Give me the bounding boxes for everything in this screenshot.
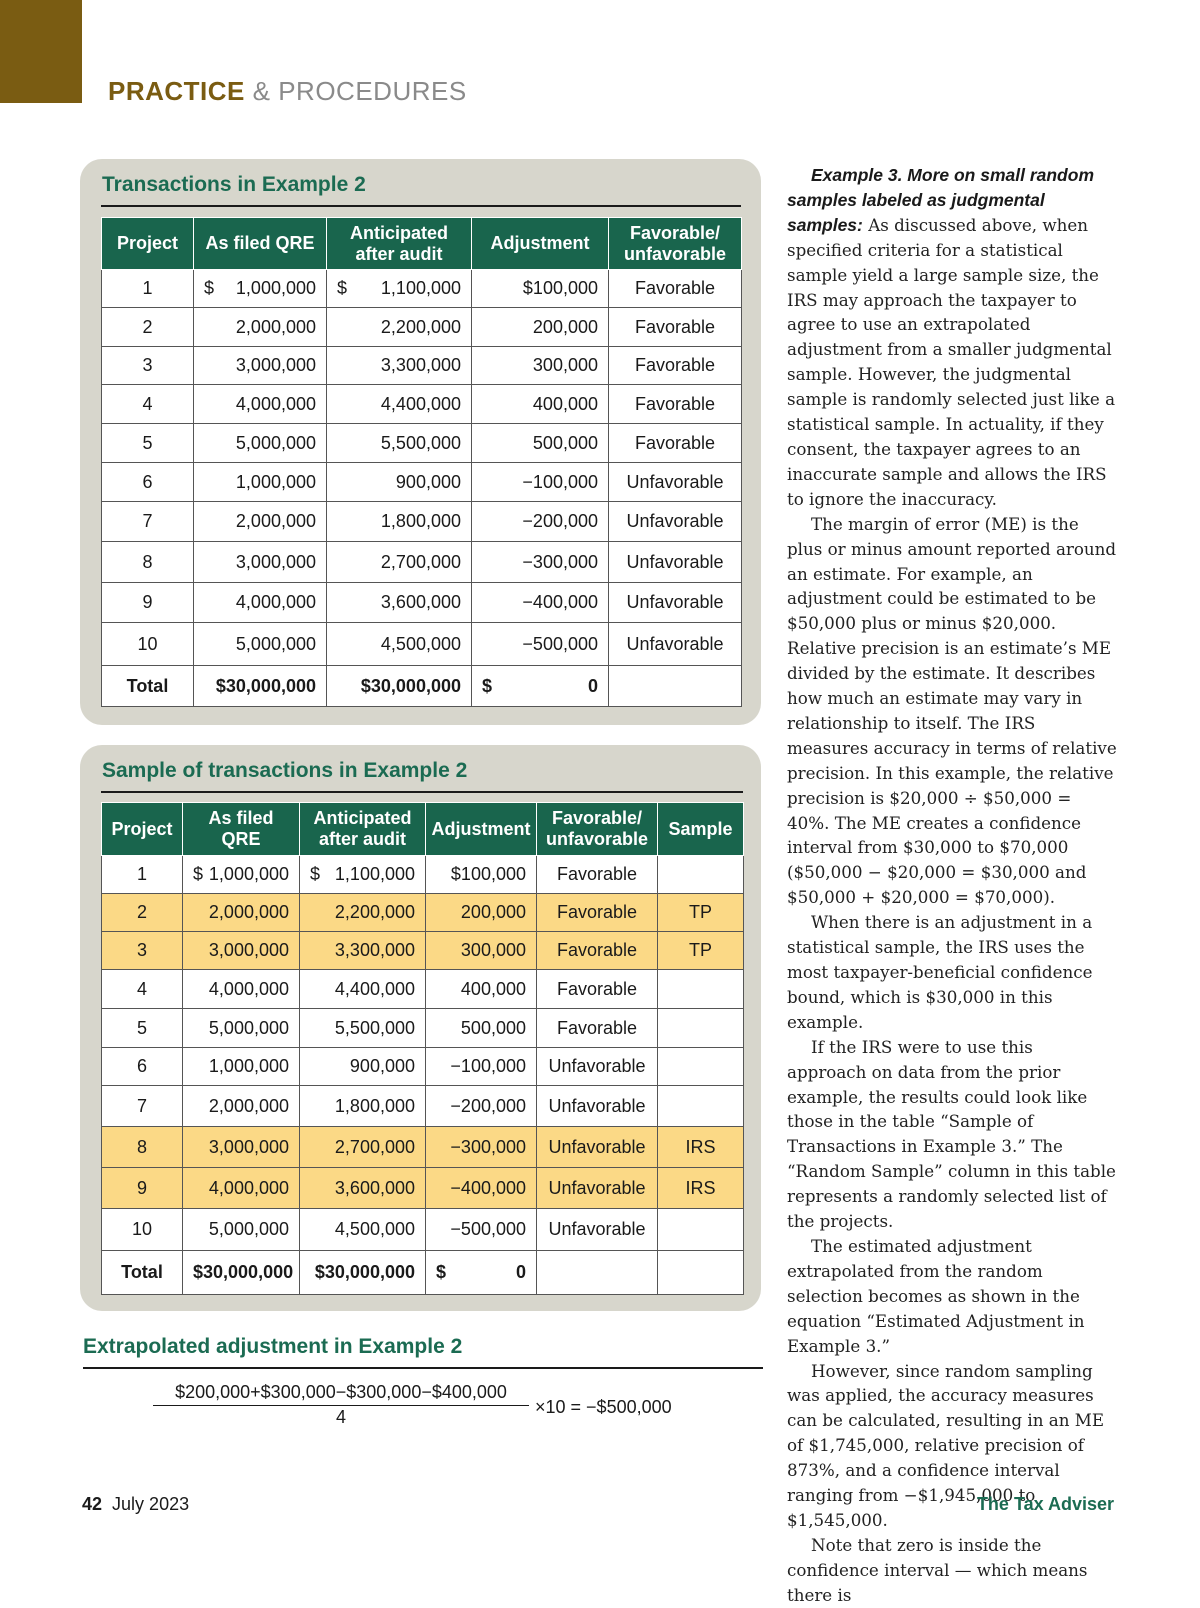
article-lead: Example 3. More on small random samples labeled as judgmental samples: (787, 165, 1094, 235)
project-cell: 1 (102, 270, 194, 308)
adjustment-cell: 400,000 (426, 970, 537, 1009)
sample-cell: TP (658, 894, 744, 932)
total-sample (658, 1251, 744, 1295)
table-row (102, 270, 742, 308)
article-paragraph: If the IRS were to use this approach on data from the prior example, the results could look like those in the table “Sample of Transactions in Example 3.” The “Random Sample” column in this table represents a randomly selected list of the projects. (787, 1036, 1116, 1232)
adjustment-cell: −200,000 (472, 502, 609, 542)
column-header: As filed QRE (194, 218, 327, 270)
sample-cell: IRS (658, 1127, 744, 1168)
favorable-cell: Unfavorable (537, 1127, 658, 1168)
qre-cell: 3,000,000 (183, 932, 300, 970)
favorable-cell: Favorable (537, 856, 658, 894)
table1-title: Transactions in Example 2 (102, 173, 366, 196)
qre-cell: 5,000,000 (183, 1009, 300, 1048)
qre-cell: 2,000,000 (194, 502, 327, 542)
adjustment-cell: $100,000 (426, 856, 537, 894)
qre-cell: 4,000,000 (194, 583, 327, 623)
adjustment-cell: 400,000 (472, 385, 609, 424)
table-row (102, 385, 742, 424)
qre-cell: $ 1,000,000 (194, 270, 327, 308)
qre-cell: 1,000,000 (194, 463, 327, 502)
table-row (102, 463, 742, 502)
adjustment-cell: −200,000 (426, 1086, 537, 1127)
column-header: Favorable/ unfavorable (609, 218, 742, 270)
total-label: Total (102, 1251, 183, 1295)
audit-cell: 4,500,000 (327, 623, 472, 666)
favorable-cell: Favorable (609, 308, 742, 347)
total-favorable (537, 1251, 658, 1295)
project-cell: 9 (102, 1168, 183, 1209)
total-qre: $30,000,000 (183, 1251, 300, 1295)
project-cell: 4 (102, 970, 183, 1009)
favorable-cell: Favorable (537, 970, 658, 1009)
sample-cell: IRS (658, 1168, 744, 1209)
project-cell: 10 (102, 1209, 183, 1251)
qre-cell: 4,000,000 (194, 385, 327, 424)
sample-cell (658, 1209, 744, 1251)
extrapolated-title: Extrapolated adjustment in Example 2 (83, 1335, 463, 1358)
adjustment-cell: 300,000 (472, 347, 609, 385)
table-row (102, 308, 742, 347)
adjustment-cell: −300,000 (472, 542, 609, 583)
audit-cell: 900,000 (327, 463, 472, 502)
audit-cell: 1,800,000 (327, 502, 472, 542)
table-row (102, 583, 742, 623)
adjustment-cell: −500,000 (472, 623, 609, 666)
column-header: Sample (658, 803, 744, 856)
audit-cell: 3,600,000 (300, 1168, 426, 1209)
table-row (102, 623, 742, 666)
audit-cell: 3,300,000 (300, 932, 426, 970)
favorable-cell: Unfavorable (609, 502, 742, 542)
article-paragraph: The margin of error (ME) is the plus or minus amount reported around an estimate. For example, an adjustment could be estimated to be $50,000 plus or minus $20,000. Relative precision is an estimate’s ME divided by the estimate. It describes how much an estimate may vary in relationship to itself. The IRS measures accuracy in terms of relative precision. In this example, the relative precision is $20,000 ÷ $50,000 = 40%. The ME creates a confidence interval from $30,000 to $70,000 ($50,000 − $20,000 = $30,000 and $50,000 + $20,000 = $70,000). (787, 513, 1117, 908)
table-row (102, 1127, 744, 1168)
project-cell: 10 (102, 623, 194, 666)
sample-cell (658, 1086, 744, 1127)
project-cell: 5 (102, 424, 194, 463)
favorable-cell: Favorable (609, 347, 742, 385)
qre-cell: 2,000,000 (194, 308, 327, 347)
adjustment-cell: 300,000 (426, 932, 537, 970)
audit-cell: 4,400,000 (300, 970, 426, 1009)
favorable-cell: Favorable (537, 1009, 658, 1048)
table-row (102, 542, 742, 583)
favorable-cell: Unfavorable (537, 1086, 658, 1127)
audit-cell: 3,300,000 (327, 347, 472, 385)
audit-cell: $ 1,100,000 (327, 270, 472, 308)
table-row (102, 347, 742, 385)
extrapolated-fraction (153, 1382, 529, 1428)
qre-cell: 5,000,000 (194, 623, 327, 666)
fraction-denominator: 4 (335, 1407, 346, 1427)
table1 (101, 217, 742, 707)
project-cell: 1 (102, 856, 183, 894)
column-header: Anticipated after audit (327, 218, 472, 270)
favorable-cell: Unfavorable (609, 542, 742, 583)
article-paragraph: Note that zero is inside the confidence interval — which means there is (787, 1534, 1088, 1605)
column-header: As filed QRE (183, 803, 300, 856)
project-cell: 7 (102, 1086, 183, 1127)
column-header: Adjustment (426, 803, 537, 856)
favorable-cell: Favorable (537, 894, 658, 932)
audit-cell: 2,200,000 (327, 308, 472, 347)
total-adjustment: $ 0 (472, 666, 609, 707)
project-cell: 2 (102, 894, 183, 932)
project-cell: 4 (102, 385, 194, 424)
column-header: Favorable/ unfavorable (537, 803, 658, 856)
adjustment-cell: 500,000 (472, 424, 609, 463)
audit-cell: 4,500,000 (300, 1209, 426, 1251)
favorable-cell: Unfavorable (537, 1209, 658, 1251)
table-row (102, 502, 742, 542)
total-audit: $30,000,000 (300, 1251, 426, 1295)
adjustment-cell: 200,000 (472, 308, 609, 347)
table-row (102, 932, 744, 970)
qre-cell: 5,000,000 (194, 424, 327, 463)
adjustment-cell: −400,000 (472, 583, 609, 623)
table-row (102, 894, 744, 932)
table-row (102, 424, 742, 463)
audit-cell: 2,700,000 (300, 1127, 426, 1168)
audit-cell: 2,700,000 (327, 542, 472, 583)
article-paragraph: Example 3. More on small random samples labeled as judgmental samples: As discussed above, when specified criteria for a statistical sample yield a large sample size, the IRS may approach the taxpayer to agree to use an extrapolated adjustment from a smaller judgmental sample. However, the judgmental sample is randomly selected just like a statistical sample. In actuality, if they consent, the taxpayer agrees to an inaccurate sample and allows the IRS to ignore the inaccuracy. (787, 165, 1116, 509)
footer-page-date: 42 July 2023 (82, 1494, 190, 1514)
table1-rule (101, 205, 741, 207)
column-header: Anticipated after audit (300, 803, 426, 856)
adjustment-cell: −100,000 (472, 463, 609, 502)
total-audit: $30,000,000 (327, 666, 472, 707)
project-cell: 5 (102, 1009, 183, 1048)
qre-cell: $ 1,000,000 (183, 856, 300, 894)
sample-cell (658, 1048, 744, 1086)
corner-color-block (0, 0, 82, 103)
favorable-cell: Unfavorable (609, 463, 742, 502)
article-text (787, 163, 1117, 1608)
column-header: Project (102, 218, 194, 270)
article-paragraph: However, since random sampling was applied, the accuracy measures can be calculated, resulting in an ME of $1,745,000, relative precision of 873%, and a confidence interval ranging from −$1,945,000 to $1,545,000. (787, 1360, 1105, 1530)
favorable-cell: Unfavorable (537, 1168, 658, 1209)
audit-cell: 1,800,000 (300, 1086, 426, 1127)
total-qre: $30,000,000 (194, 666, 327, 707)
table-row (102, 1009, 744, 1048)
article-paragraph: When there is an adjustment in a statistical sample, the IRS uses the most taxpayer-beneficial confidence bound, which is $30,000 in this example. (787, 912, 1093, 1032)
equation-result: ×10 = −$500,000 (535, 1397, 672, 1417)
sample-cell (658, 1009, 744, 1048)
favorable-cell: Unfavorable (609, 623, 742, 666)
table-row (102, 856, 744, 894)
qre-cell: 3,000,000 (183, 1127, 300, 1168)
extrapolated-rule (83, 1367, 763, 1369)
project-cell: 8 (102, 1127, 183, 1168)
favorable-cell: Favorable (537, 932, 658, 970)
audit-cell: 2,200,000 (300, 894, 426, 932)
project-cell: 3 (102, 932, 183, 970)
table2 (101, 802, 744, 1295)
favorable-cell: Favorable (609, 270, 742, 308)
column-header: Adjustment (472, 218, 609, 270)
adjustment-cell: $100,000 (472, 270, 609, 308)
adjustment-cell: 200,000 (426, 894, 537, 932)
footer-publication: The Tax Adviser (976, 1494, 1114, 1514)
table2-rule (101, 791, 743, 793)
qre-cell: 3,000,000 (194, 347, 327, 385)
column-header: Project (102, 803, 183, 856)
qre-cell: 2,000,000 (183, 894, 300, 932)
table-row (102, 1048, 744, 1086)
total-row (102, 666, 742, 707)
table-row (102, 1168, 744, 1209)
audit-cell: 5,500,000 (300, 1009, 426, 1048)
audit-cell: 4,400,000 (327, 385, 472, 424)
adjustment-cell: −100,000 (426, 1048, 537, 1086)
section-header: PRACTICE & PROCEDURES (108, 76, 467, 106)
total-label: Total (102, 666, 194, 707)
total-row (102, 1251, 744, 1295)
project-cell: 6 (102, 463, 194, 502)
project-cell: 3 (102, 347, 194, 385)
favorable-cell: Favorable (609, 385, 742, 424)
fraction-numerator: $200,000+$300,000−$300,000−$400,000 (153, 1382, 529, 1406)
qre-cell: 1,000,000 (183, 1048, 300, 1086)
qre-cell: 4,000,000 (183, 970, 300, 1009)
sample-cell: TP (658, 932, 744, 970)
table-row (102, 1209, 744, 1251)
audit-cell: 3,600,000 (327, 583, 472, 623)
project-cell: 6 (102, 1048, 183, 1086)
total-favorable (609, 666, 742, 707)
favorable-cell: Unfavorable (537, 1048, 658, 1086)
table-row (102, 1086, 744, 1127)
favorable-cell: Favorable (609, 424, 742, 463)
project-cell: 9 (102, 583, 194, 623)
qre-cell: 2,000,000 (183, 1086, 300, 1127)
project-cell: 7 (102, 502, 194, 542)
article-paragraph: The estimated adjustment extrapolated from the random selection becomes as shown in the equation “Estimated Adjustment in Example 3.” (787, 1235, 1085, 1356)
total-adjustment: $ 0 (426, 1251, 537, 1295)
table2-title: Sample of transactions in Example 2 (102, 759, 468, 782)
sample-cell (658, 856, 744, 894)
table-row (102, 970, 744, 1009)
project-cell: 8 (102, 542, 194, 583)
adjustment-cell: −500,000 (426, 1209, 537, 1251)
audit-cell: 900,000 (300, 1048, 426, 1086)
sample-cell (658, 970, 744, 1009)
adjustment-cell: −400,000 (426, 1168, 537, 1209)
adjustment-cell: 500,000 (426, 1009, 537, 1048)
qre-cell: 4,000,000 (183, 1168, 300, 1209)
audit-cell: 5,500,000 (327, 424, 472, 463)
adjustment-cell: −300,000 (426, 1127, 537, 1168)
audit-cell: $ 1,100,000 (300, 856, 426, 894)
favorable-cell: Unfavorable (609, 583, 742, 623)
project-cell: 2 (102, 308, 194, 347)
qre-cell: 5,000,000 (183, 1209, 300, 1251)
qre-cell: 3,000,000 (194, 542, 327, 583)
